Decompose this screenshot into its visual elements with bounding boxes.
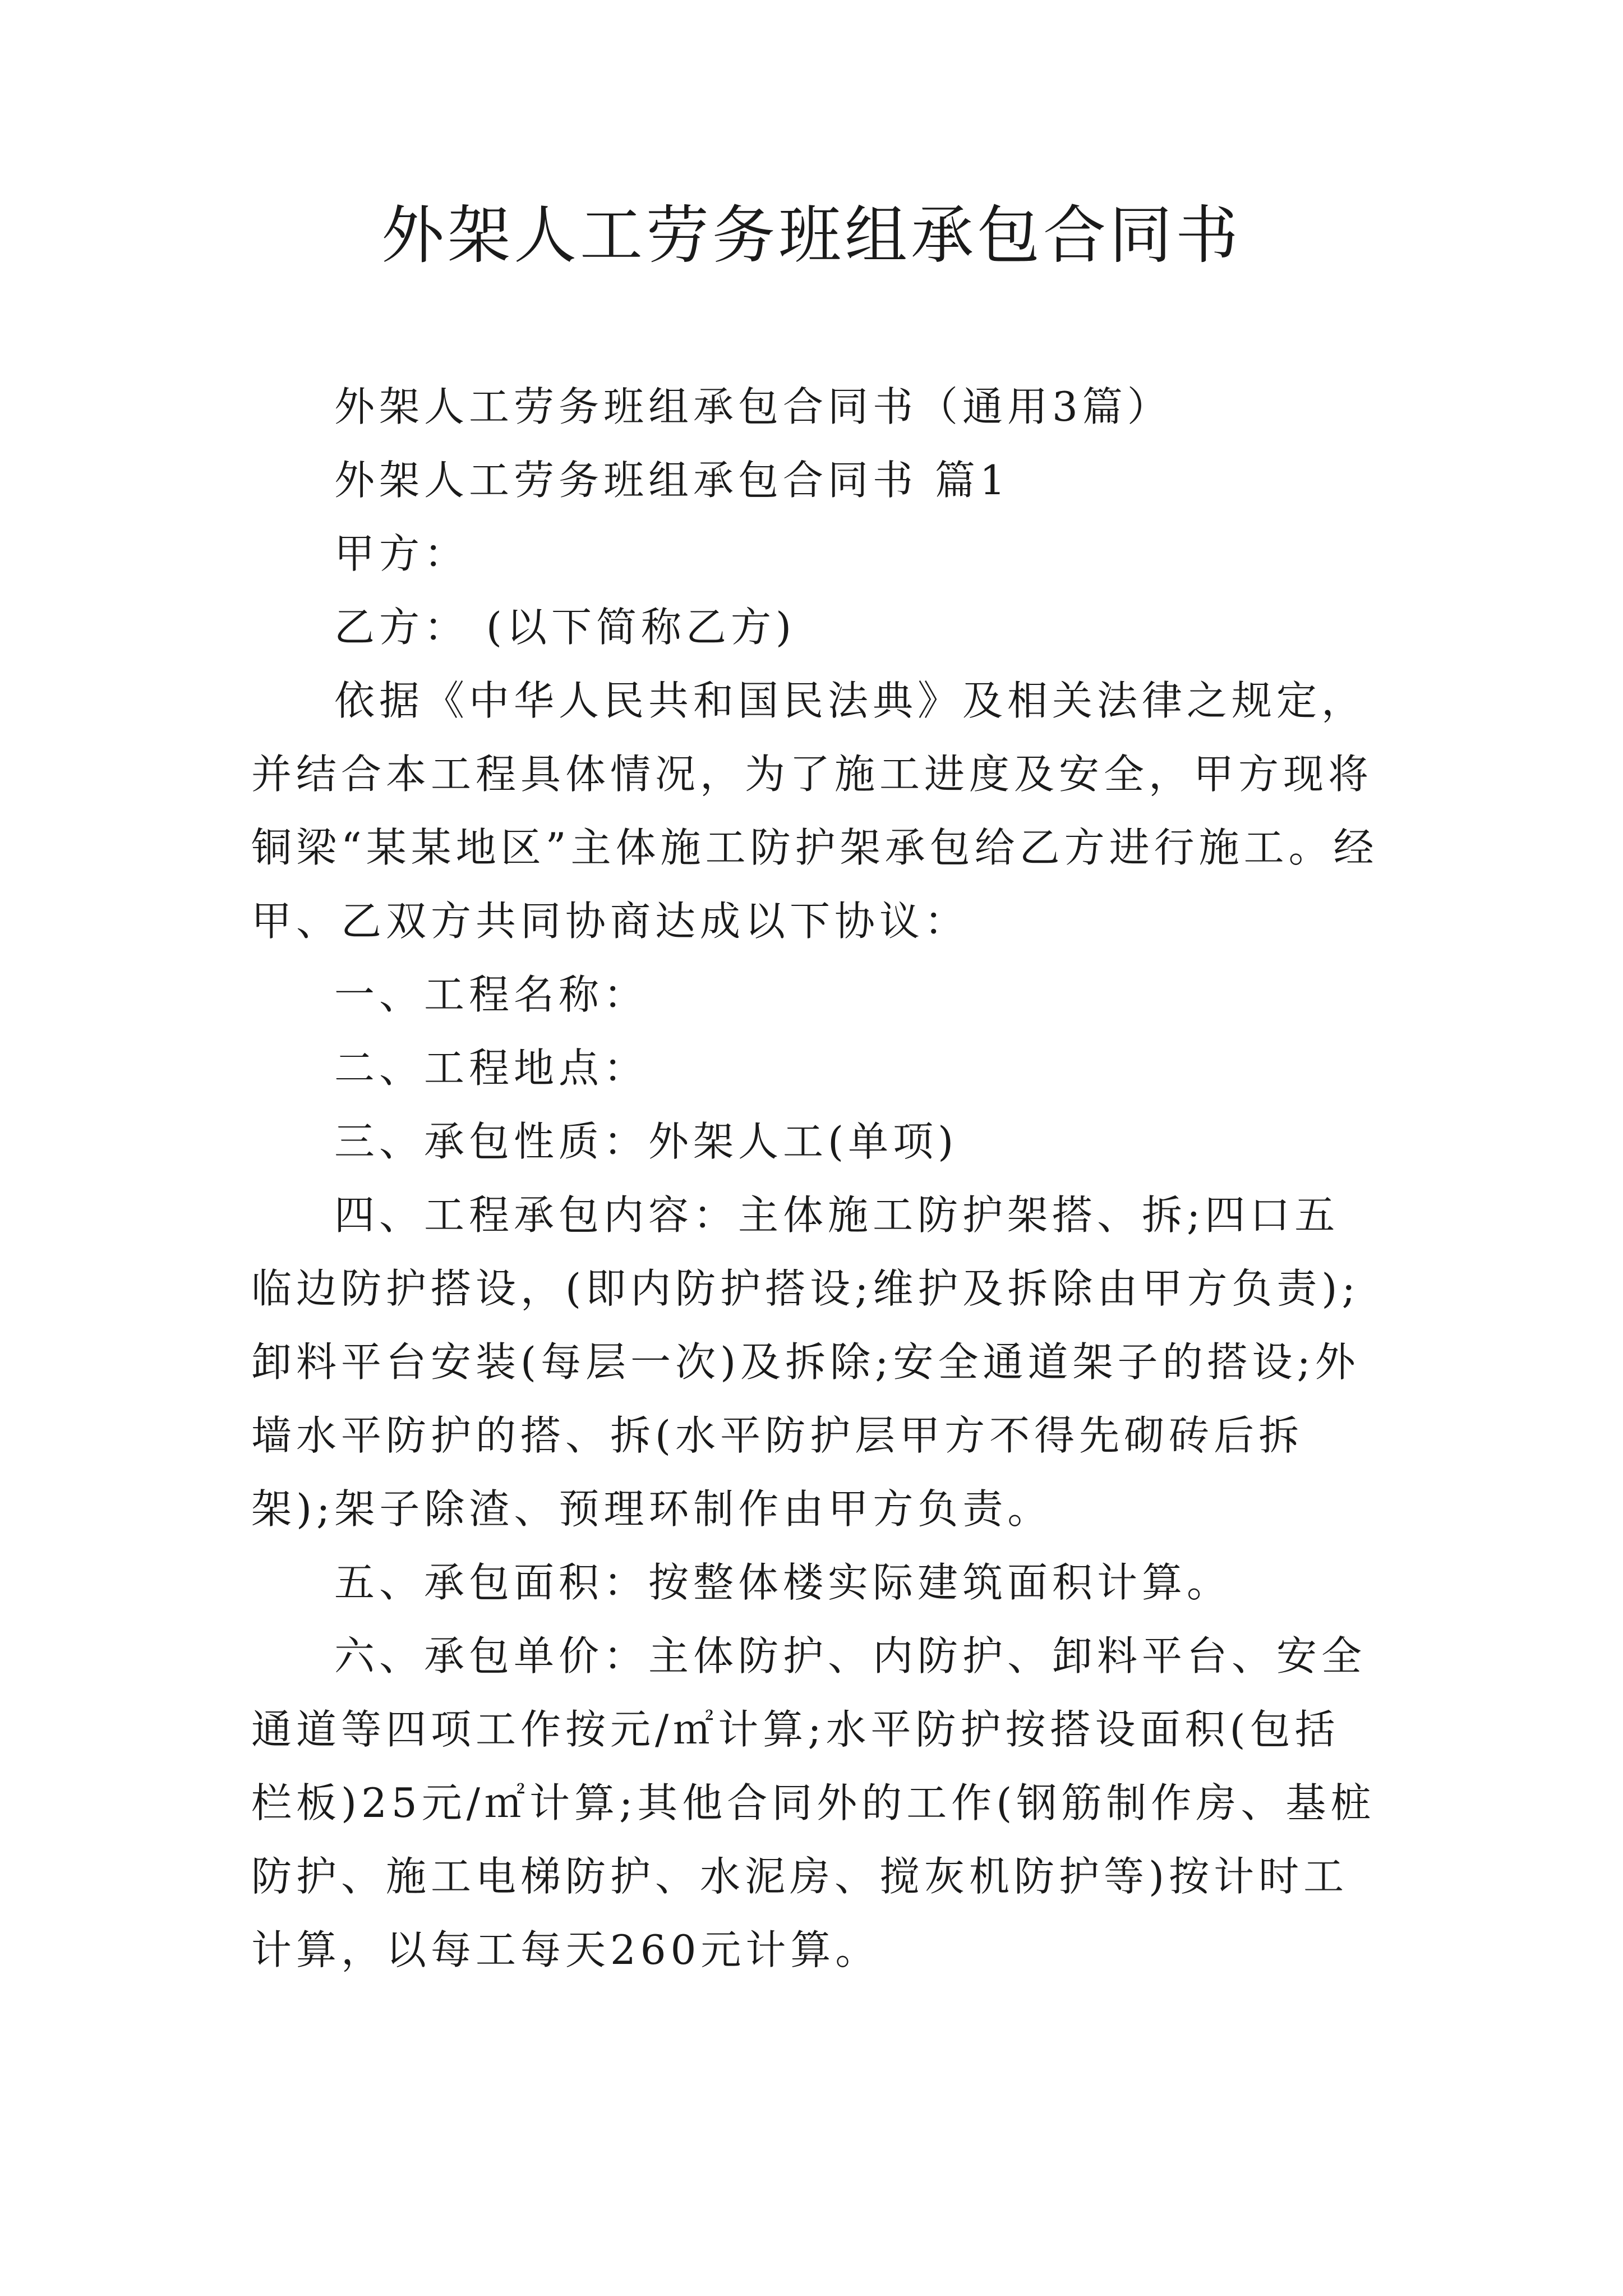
document-body — [251, 370, 1384, 1987]
paragraph-project-location: 二、工程地点： — [334, 1045, 649, 1092]
paragraph-unit-price: 六、承包单价：主体防护、内防护、卸料平台、安全通道等四项工作按元/㎡计算;水平防护按搭设面积(包括栏板)25元/㎡计算;其他合同外的工作(钢筋制作房、基桩防护、施工电梯防护、水泥房、搅灰机防护等)按计时工计算，以每工每天260元计算。 — [251, 1632, 1376, 1973]
paragraph-subtitle: 外架人工劳务班组承包合同书（通用3篇） — [334, 383, 1172, 430]
paragraph-contract-area: 五、承包面积：按整体楼实际建筑面积计算。 — [334, 1559, 1232, 1606]
document-title: 外架人工劳务班组承包合同书 — [381, 199, 1242, 272]
paragraph-project-name: 一、工程名称： — [334, 971, 649, 1018]
paragraph-contract-scope: 四、工程承包内容：主体施工防护架搭、拆;四口五临边防护搭设，(即内防护搭设;维护及拆除由甲方负责);卸料平台安装(每层一次)及拆除;安全通道架子的搭设;外墙水平防护的搭、拆(水平防护层甲方不得先砌砖后拆架);架子除渣、预理环制作由甲方负责。 — [251, 1191, 1360, 1533]
paragraph-party-b: 乙方： (以下简称乙方) — [334, 604, 796, 651]
paragraph-section-heading: 外架人工劳务班组承包合同书 篇1 — [334, 457, 1010, 504]
paragraph-preamble: 依据《中华人民共和国民法典》及相关法律之规定，并结合本工程具体情况，为了施工进度及安全，甲方现将铜梁“某某地区”主体施工防护架承包给乙方进行施工。经甲、乙双方共同协商达成以下协议： — [251, 677, 1378, 945]
paragraph-contract-nature: 三、承包性质：外架人工(单项) — [334, 1118, 958, 1165]
paragraph-party-a: 甲方： — [334, 530, 469, 577]
